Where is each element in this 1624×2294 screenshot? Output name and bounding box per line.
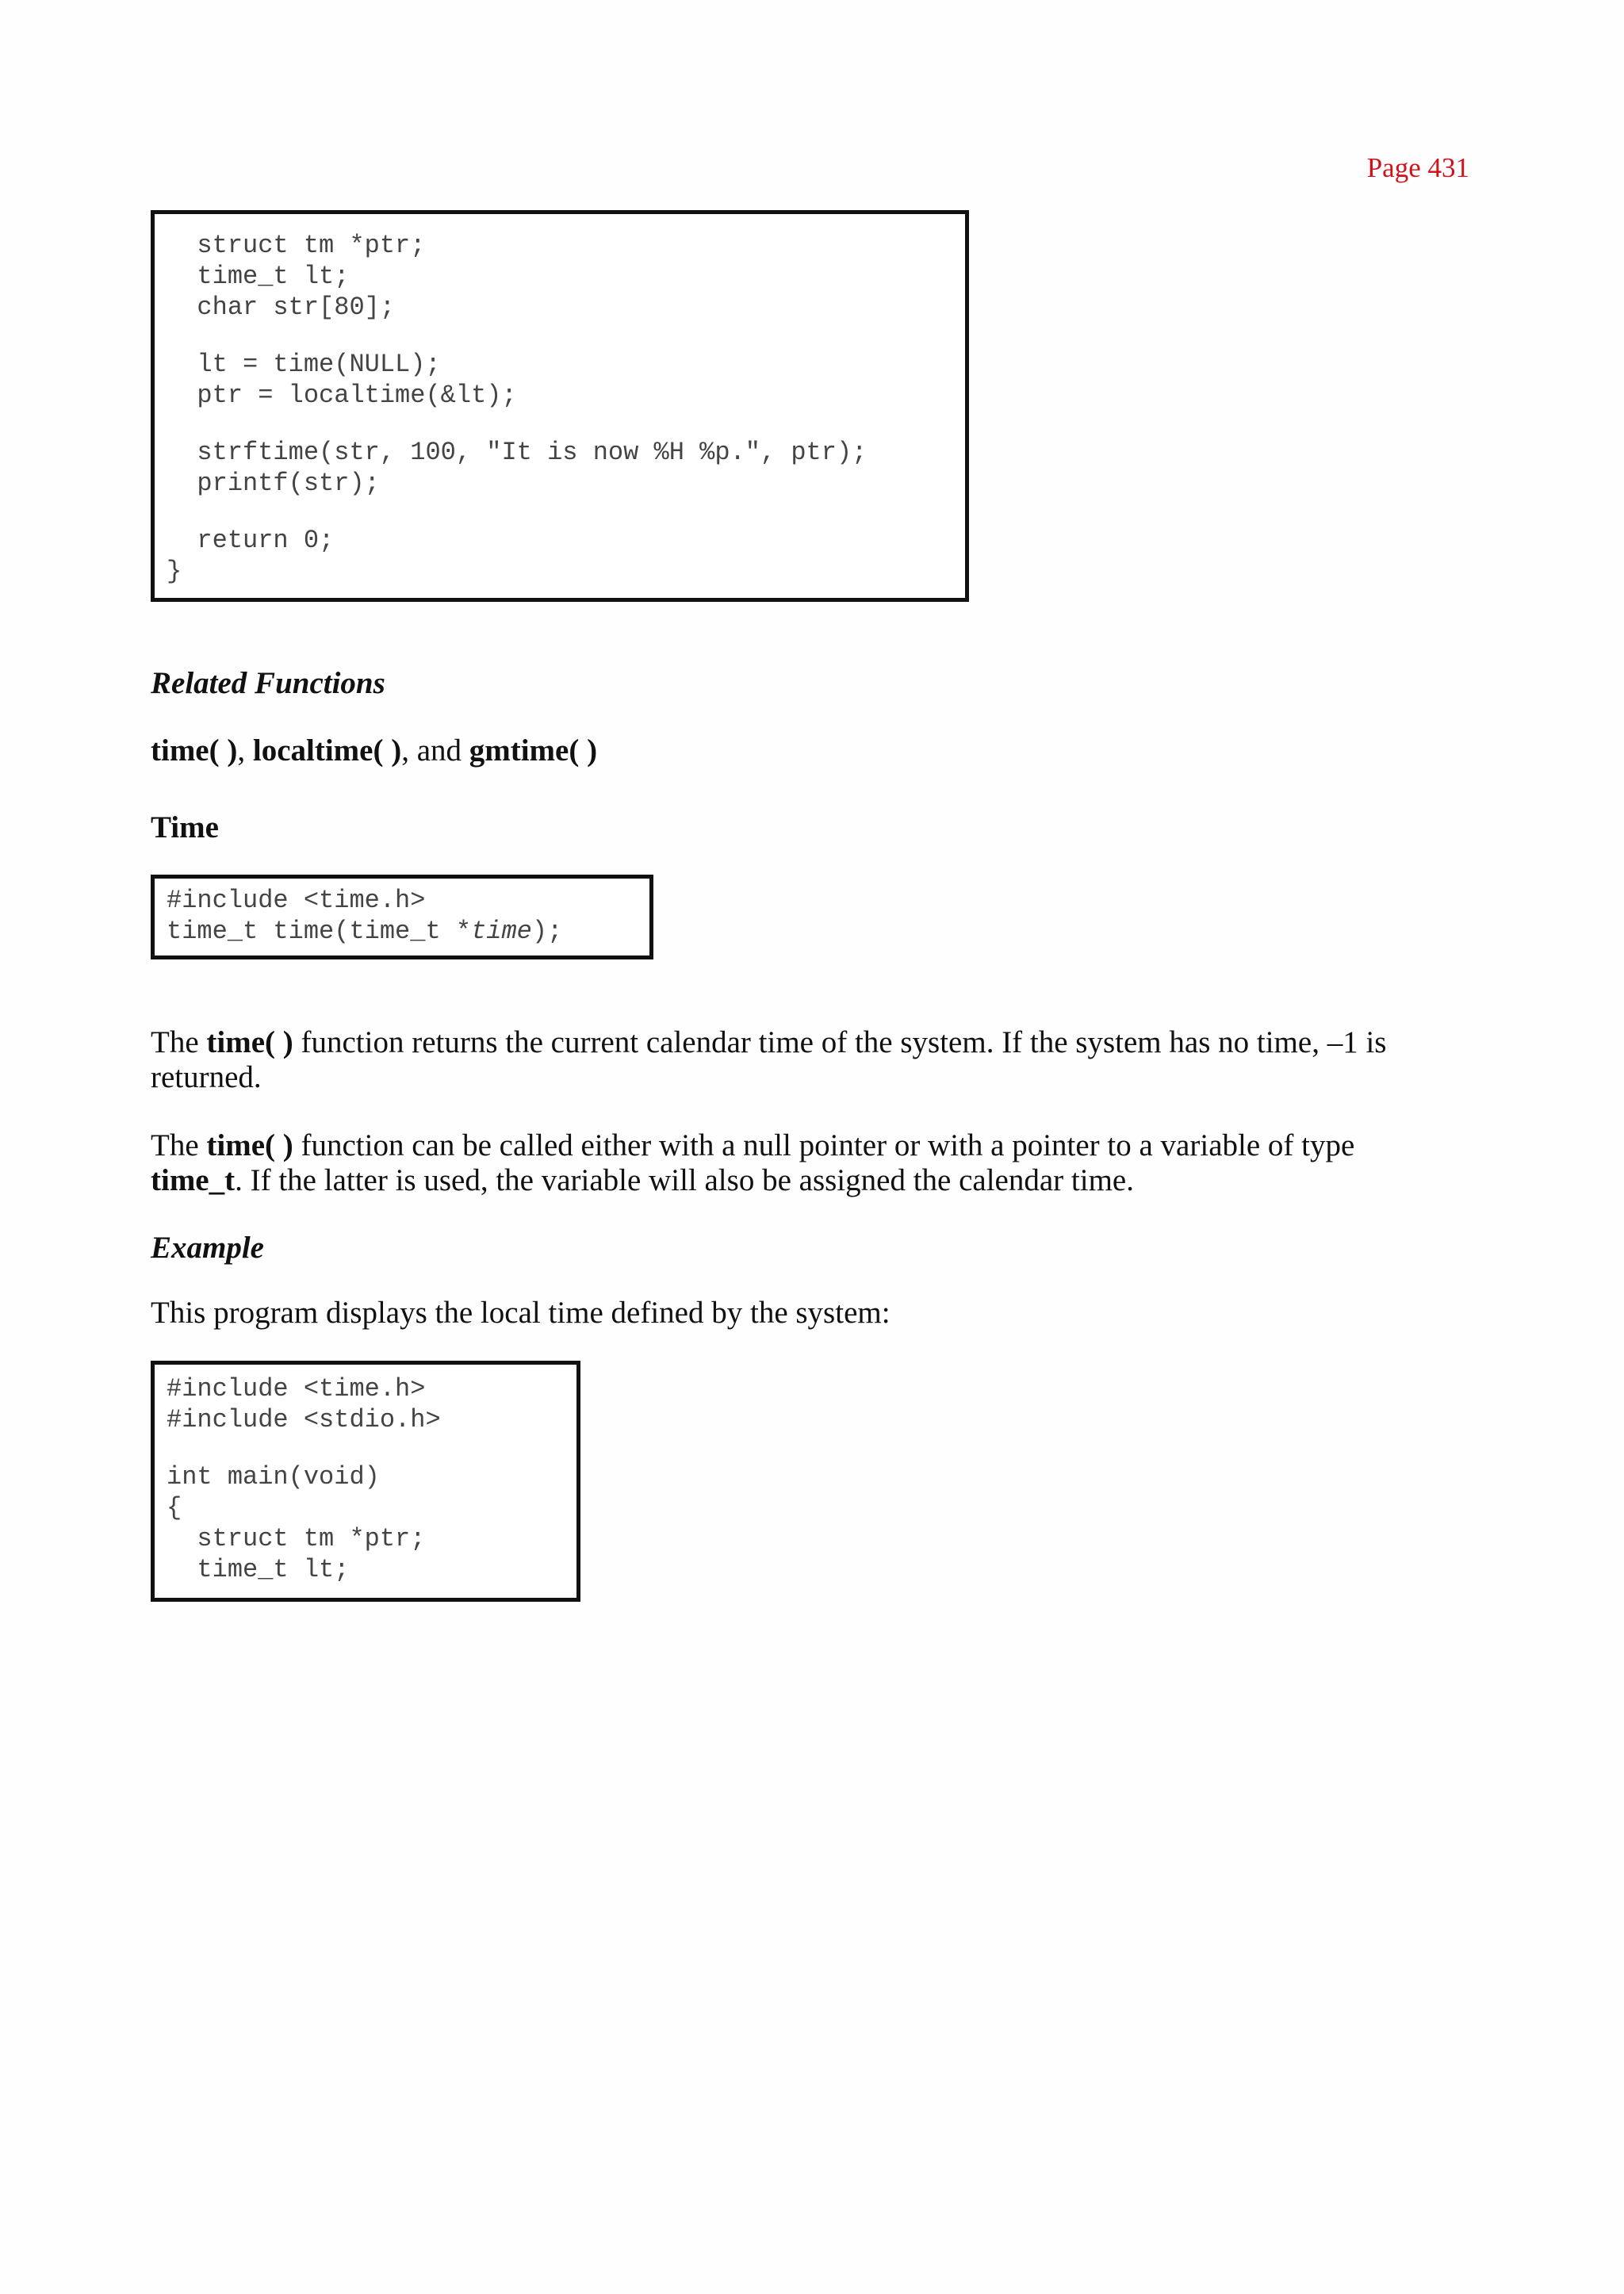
code-line: struct tm *ptr; — [167, 231, 426, 260]
code-line: lt = time(NULL); — [167, 350, 441, 379]
code-line: #include <time.h> — [167, 886, 426, 915]
text-run: function returns the current calendar time of the system. If the system has no time, –1 is — [293, 1025, 1387, 1059]
related-functions-list — [151, 733, 597, 768]
code-line: ptr = localtime(&lt); — [167, 381, 517, 410]
code-block-strftime-example — [151, 210, 969, 602]
paragraph-time-pointer — [151, 1128, 1467, 1198]
example-intro: This program displays the local time defined by the system: — [151, 1296, 891, 1330]
code-line: time_t lt; — [167, 262, 350, 291]
paragraph-line — [151, 1128, 1467, 1163]
separator: , — [237, 733, 253, 768]
paragraph-time-returns — [151, 1025, 1467, 1095]
code-line: strftime(str, 100, "It is now %H %p.", ptr); — [167, 438, 868, 467]
code-line: #include <stdio.h> — [167, 1405, 441, 1434]
text-run: The — [151, 1025, 207, 1059]
function-name: time( ) — [206, 1128, 293, 1162]
separator: , and — [401, 733, 469, 768]
example-heading: Example — [151, 1231, 264, 1265]
paragraph-line — [151, 1025, 1467, 1060]
section-title: Time — [151, 810, 219, 844]
code-line: time_t lt; — [167, 1555, 350, 1584]
function-name: time( ) — [151, 733, 238, 768]
code-line — [167, 916, 649, 947]
function-name: time( ) — [206, 1025, 293, 1059]
code-block-time-example — [151, 1361, 580, 1602]
text-run: The — [151, 1128, 207, 1162]
code-text: ); — [531, 917, 563, 946]
paragraph-line — [151, 1163, 1467, 1198]
code-block-time-prototype — [151, 875, 653, 959]
text-run: . If the latter is used, the variable will also be assigned the calendar time. — [235, 1163, 1134, 1197]
code-text: time_t time(time_t * — [167, 917, 472, 946]
page-number: Page 431 — [1366, 152, 1469, 183]
type-name: time_t — [151, 1163, 236, 1197]
text-run: function can be called either with a null pointer or with a pointer to a variable of type — [293, 1128, 1355, 1162]
code-line: printf(str); — [167, 469, 380, 498]
function-name: gmtime( ) — [469, 733, 598, 768]
code-line: struct tm *ptr; — [167, 1524, 426, 1553]
code-line: #include <time.h> — [167, 1374, 426, 1404]
code-line: int main(void) — [167, 1462, 380, 1492]
related-functions-heading: Related Functions — [151, 666, 385, 700]
code-line: char str[80]; — [167, 293, 396, 322]
code-line: } — [167, 557, 182, 586]
code-line: { — [167, 1493, 182, 1522]
code-line: return 0; — [167, 526, 335, 555]
paragraph-line: returned. — [151, 1060, 262, 1094]
code-param: time — [471, 917, 532, 946]
function-name: localtime( ) — [252, 733, 402, 768]
